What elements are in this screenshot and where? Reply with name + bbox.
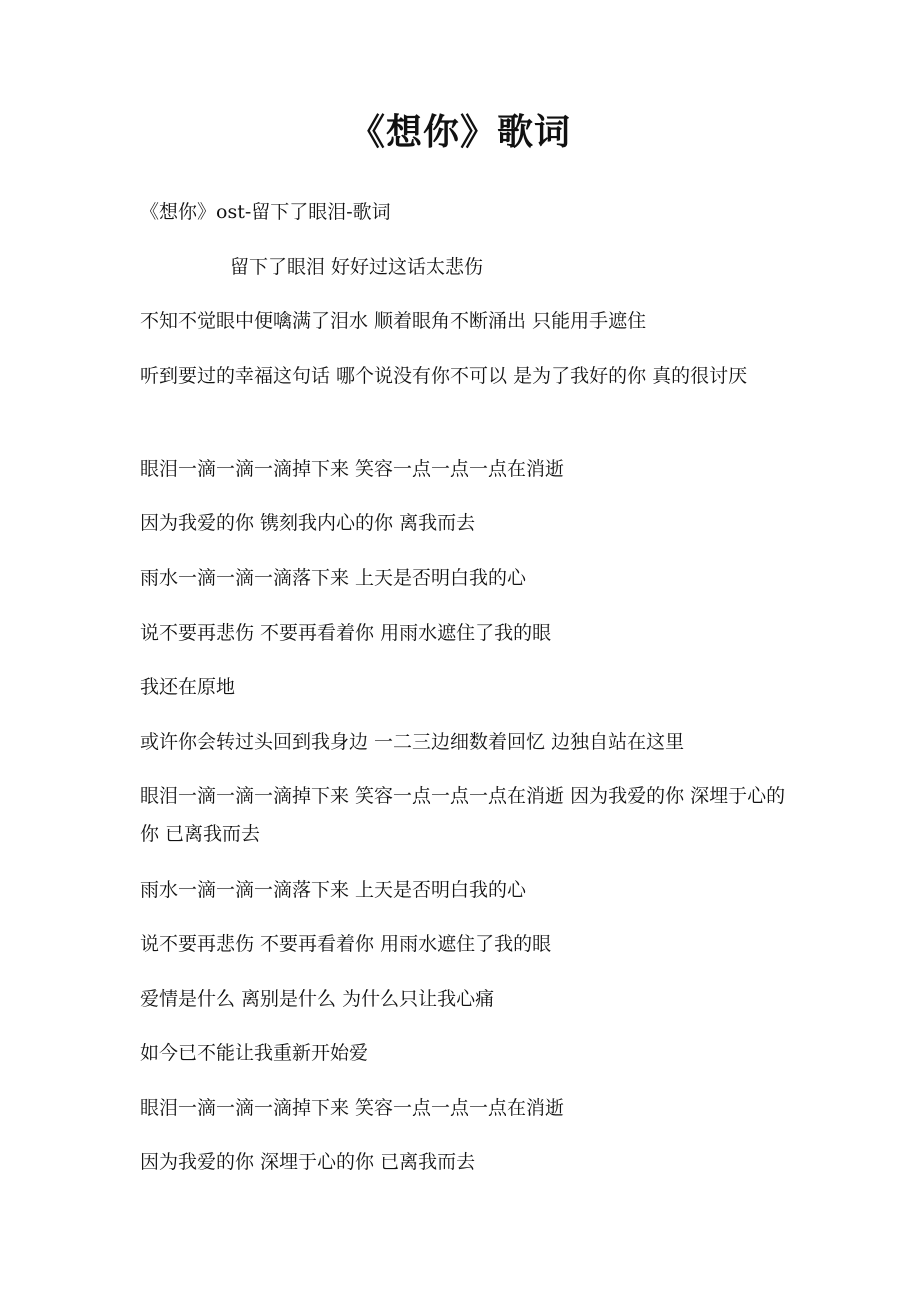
lyrics-line: 说不要再悲伤 不要再看着你 用雨水遮住了我的眼 [140, 622, 552, 644]
lyrics-subtitle: 《想你》ost-留下了眼泪-歌词 [140, 201, 391, 223]
lyrics-line: 眼泪一滴一滴一滴掉下来 笑容一点一点一点在消逝 [140, 1097, 565, 1119]
lyrics-line: 我还在原地 [140, 676, 236, 698]
lyrics-line: 眼泪一滴一滴一滴掉下来 笑容一点一点一点在消逝 因为我爱的你 深埋于心的你 已离我而去 [140, 785, 786, 845]
lyrics-line: 或许你会转过头回到我身边 一二三边细数着回忆 边独自站在这里 [140, 731, 685, 753]
lyrics-line: 听到要过的幸福这句话 哪个说没有你不可以 是为了我好的你 真的很讨厌 [140, 365, 748, 387]
lyrics-line: 雨水一滴一滴一滴落下来 上天是否明白我的心 [140, 879, 527, 901]
lyrics-line: 雨水一滴一滴一滴落下来 上天是否明白我的心 [140, 567, 527, 589]
lyrics-line: 因为我爱的你 深埋于心的你 已离我而去 [140, 1151, 476, 1173]
lyrics-line: 爱情是什么 离别是什么 为什么只让我心痛 [140, 988, 495, 1010]
lyrics-line: 因为我爱的你 镌刻我内心的你 离我而去 [140, 512, 476, 534]
lyrics-line: 不知不觉眼中便噙满了泪水 顺着眼角不断涌出 只能用手遮住 [140, 310, 647, 332]
lyrics-line: 说不要再悲伤 不要再看着你 用雨水遮住了我的眼 [140, 933, 552, 955]
lyrics-line: 留下了眼泪 好好过这话太悲伤 [230, 256, 484, 278]
lyrics-line: 眼泪一滴一滴一滴掉下来 笑容一点一点一点在消逝 [140, 458, 565, 480]
lyrics-line: 如今已不能让我重新开始爱 [140, 1042, 369, 1064]
document-title: 《想你》歌词 [348, 111, 571, 153]
